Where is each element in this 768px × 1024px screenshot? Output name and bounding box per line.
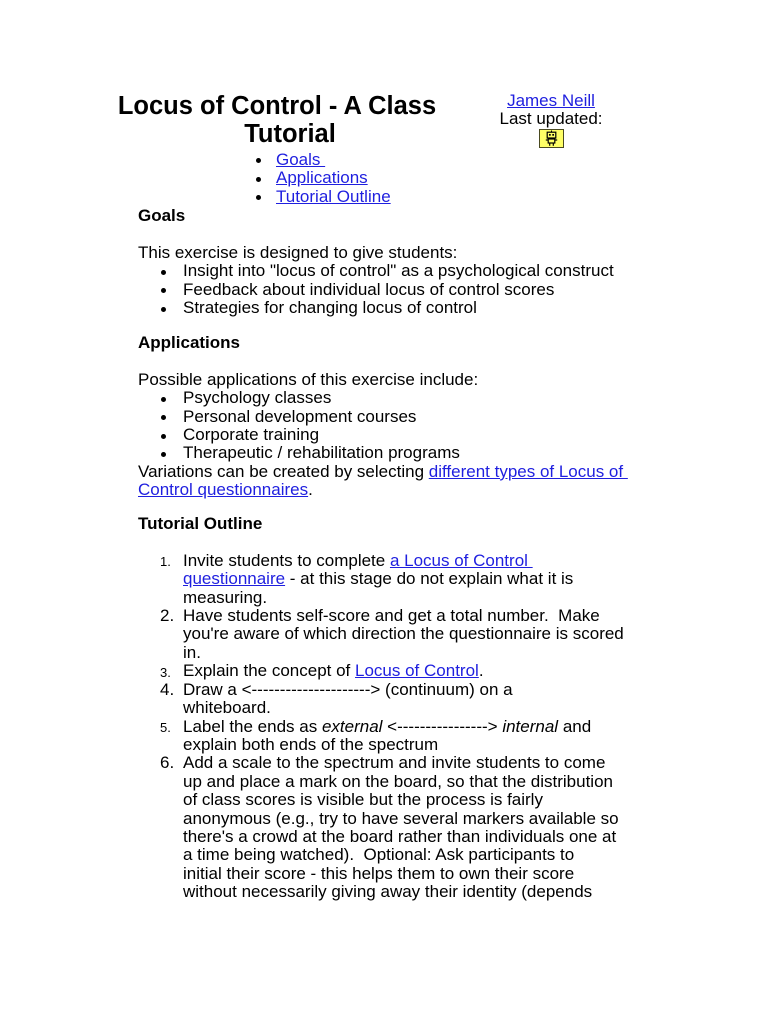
variations-text: Variations can be created by selecting [138,461,429,481]
questionnaire-types-link[interactable]: different types of Locus of Control questionnaires [138,461,624,500]
goals-list-item: Feedback about individual locus of control scores [183,281,658,299]
section-heading-goals: Goals [138,205,186,225]
goals-intro: This exercise is designed to give students: [138,242,458,262]
section-heading-applications: Applications [138,332,241,352]
goals-list-item: Insight into "locus of control" as a psychological construct [183,262,658,280]
tutorial-step [160,716,658,755]
step-text: <----------------> [382,716,503,736]
tutorial-step [160,606,658,662]
step-number: 1. [160,554,171,570]
tutorial-step [160,661,658,681]
internal-term: internal [502,716,559,736]
step-text: Draw a <---------------------> (continuum) on a whiteboard. [183,679,513,718]
step-text: Have students self-score and get a total number. Make you're aware of which direction the questionnaire is scored in. [183,606,624,662]
applications-list-item: Corporate training [183,426,658,444]
step-text: Add a scale to the spectrum and invite students to come up and place a mark on the board, so that the distribution of class scores is visible but the process is fairly anonymous (e.g., try to have several markers available so there's a crowd at the board rather than individuals one at a time being watched). Optional: Ask participants to initial their score - this helps them to own their score without necessarily giving away their identity (depends [183,753,619,902]
step-number: 6. [160,753,175,773]
step-text: Label the ends as [183,716,322,736]
toc-link-tutorial-outline[interactable]: Tutorial Outline [276,186,391,206]
step-number: 2. [160,606,175,626]
toc-link-goals[interactable]: Goals [276,149,326,169]
applications-list-item: Psychology classes [183,389,658,407]
author-info [471,92,631,148]
goals-list-item: Strategies for changing locus of control [183,299,658,317]
tutorial-step [160,679,658,718]
goals-list [183,262,658,317]
variations-period: . [308,480,313,500]
tutorial-step [160,753,658,902]
toc-item [276,151,658,169]
tutorial-step [160,550,658,607]
step-text: and explain both ends of the spectrum [183,716,592,754]
applications-list-item: Personal development courses [183,408,658,426]
locus-of-control-link[interactable]: Locus of Control [355,661,479,681]
author-link[interactable]: James Neill [507,90,595,110]
step-text: Invite students to complete [183,550,390,570]
page-title: Locus of Control - A Class Tutorial [117,92,437,148]
toc-link-applications[interactable]: Applications [276,168,368,188]
variations-paragraph [138,463,658,500]
step-text: Explain the concept of [183,661,356,681]
section-heading-tutorial-outline: Tutorial Outline [138,513,263,533]
external-term: external [321,716,383,736]
table-of-contents [276,151,658,206]
questionnaire-link[interactable]: a Locus of Control questionnaire [183,550,528,589]
applications-list [183,389,658,463]
applications-list-item: Therapeutic / rehabilitation programs [183,444,658,462]
step-text: - at this stage do not explain what it is measuring. [183,569,574,607]
step-number: 4. [160,679,175,699]
last-updated-label: Last updated: [499,109,603,129]
step-number: 3. [160,664,171,680]
toc-item [276,169,658,187]
step-number: 5. [160,719,171,735]
robot-icon [539,129,564,148]
document-body [138,151,658,902]
toc-item [276,188,658,206]
applications-intro: Possible applications of this exercise include: [138,369,479,389]
tutorial-steps-list [160,550,658,902]
step-text: . [478,661,484,681]
